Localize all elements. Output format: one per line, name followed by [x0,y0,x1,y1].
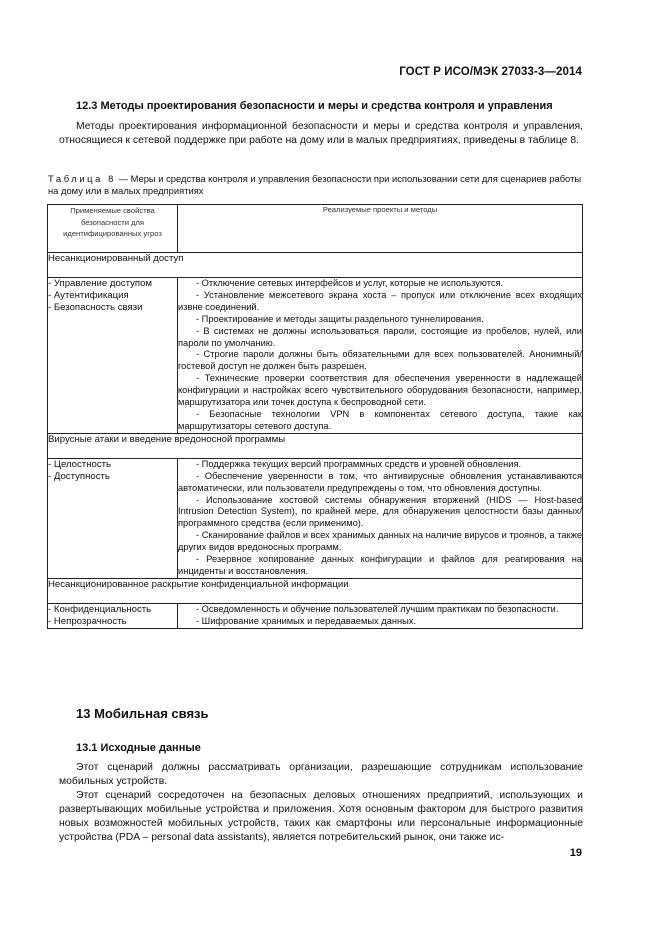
method-item [178,616,582,628]
security-properties-cell [48,603,178,628]
security-properties-cell [48,278,178,434]
method-text: - Строгие пароли должны быть обязательными для всех пользователей. Анонимный/гостевой доступ не должен быть разрешен. [178,349,582,372]
method-text: - Безопасные технологии VPN в компонентах сетевого доступа, такие как маршрутизаторы сетевого доступа. [178,408,582,431]
method-text: - Резервное копирование данных конфигурации и файлов для реагирования на инциденты и восстановления. [178,554,582,576]
paragraph-text: Этот сценарий должны рассматривать организации, разрешающие сотрудникам использование мобильных устройств. [59,762,583,787]
method-text: - Технические проверки соответствия для обеспечения уверенности в надлежащей конфигурации и настройках всего чувствительного оборудования безопасности, например, маршрутизатора или точек доступа к беспроводной сети. [178,373,582,408]
method-item [178,554,582,578]
method-text: - Поддержка текущих версий программных средств и уровней обновления. [196,458,522,469]
methods-cell [178,603,583,628]
section-12-3-paragraph [59,120,583,148]
security-properties-cell [48,458,178,578]
header-methods: Реализуемые проекты и методы [178,205,583,253]
category-row [48,433,583,458]
security-property: - Аутентификация [48,290,129,301]
table-row [48,278,583,434]
methods-cell [178,458,583,578]
security-property: - Целостность [48,458,112,470]
security-property: - Управление доступом [48,278,153,289]
method-item [178,278,582,290]
category-row [48,253,583,278]
method-item [178,459,582,471]
security-controls-table [47,204,583,629]
method-text: - Отключение сетевых интерфейсов и услуг, которые не используются. [196,278,504,288]
table-caption-text: — Меры и средства контроля и управления безопасности при использовании сети для сценариев работы на дому или в малых предприятиях [48,173,582,196]
security-property: - Конфиденциальность [48,603,152,615]
method-text: - Обеспечение уверенности в том, что антивирусные обновления устанавливаются автоматически, или пользователи предупреждены о том, что обновления доступны. [178,470,582,493]
method-item [178,530,582,554]
category-row [48,578,583,603]
security-property: - Безопасность связи [48,302,143,313]
method-item [178,326,582,350]
method-text: - Сканирование файлов и всех хранимых данных на наличие вирусов и троянов, а также других видов вредоносных программ. [178,530,582,553]
method-item [178,471,582,495]
category-label: Несанкционированное раскрытие конфиденциальной информации [48,578,583,603]
method-text: - В системах не должны использоваться пароли, состоящие из пробелов, нулей, или пароли по умолчанию. [178,325,582,348]
page-number: 19 [569,847,582,859]
security-property: - Непрозрачность [48,615,127,627]
security-property: - Доступность [48,470,110,482]
paragraph-text: Методы проектирования информационной безопасности и меры и средства контроля и управления, относящиеся к сетевой поддержке при работе на дому или в малых предприятиях, приведены в таблице 8. [59,121,583,146]
method-item [178,373,582,409]
method-text: - Использование хостовой системы обнаружения вторжений (HIDS — Host-based Intrusion Detection System), по крайней мере, для обнаружения целостности базы данных/программного средства (если применимо). [178,494,582,529]
category-label: Несанкционированный доступ [48,253,583,278]
paragraph-text: Этот сценарий сосредоточен на безопасных деловых отношениях предприятий, использующих и развертывающих мобильные устройства и приложения. Хотя основным фактором для быстрого развития новых возможностей мобильных устройств, таких как смартфоны или персональные информационные устройства (PDA – personal data assistants), является потребительский рынок, они также ис- [59,790,583,843]
section-13-heading: 13 Мобильная связь [76,706,209,721]
method-item [178,604,582,616]
methods-cell [178,278,583,434]
section-13-paragraph-2 [59,789,583,845]
method-text: - Осведомленность и обучение пользователей лучшим практикам по безопасности. [196,603,559,614]
method-text: - Проектирование и методы защиты раздельного туннелирования. [196,313,484,324]
method-text: - Установление межсетевого экрана хоста – пропуск или отключение всех входящих извне соединений. [178,289,582,312]
table-header-row [48,205,583,253]
table-row [48,458,583,578]
section-12-3-heading: 12.3 Методы проектирования безопасности и меры и средства контроля и управления [76,100,553,112]
method-text: - Шифрование хранимых и передаваемых данных. [196,615,417,626]
method-item [178,314,582,326]
method-item [178,290,582,314]
method-item [178,409,582,433]
table-caption-label: Таблица 8 [48,173,116,184]
section-13-1-heading: 13.1 Исходные данные [76,742,201,754]
method-item [178,495,582,531]
standard-header: ГОСТ Р ИСО/МЭК 27033-3—2014 [399,66,582,78]
section-13-paragraph-1 [59,761,583,789]
table-caption [48,173,583,197]
category-label: Вирусные атаки и введение вредоносной программы [48,433,583,458]
method-item [178,349,582,373]
header-properties: Применяемые свойства безопасности для идентифицированных угроз [48,205,178,253]
table-body [48,253,583,629]
table-row [48,603,583,628]
